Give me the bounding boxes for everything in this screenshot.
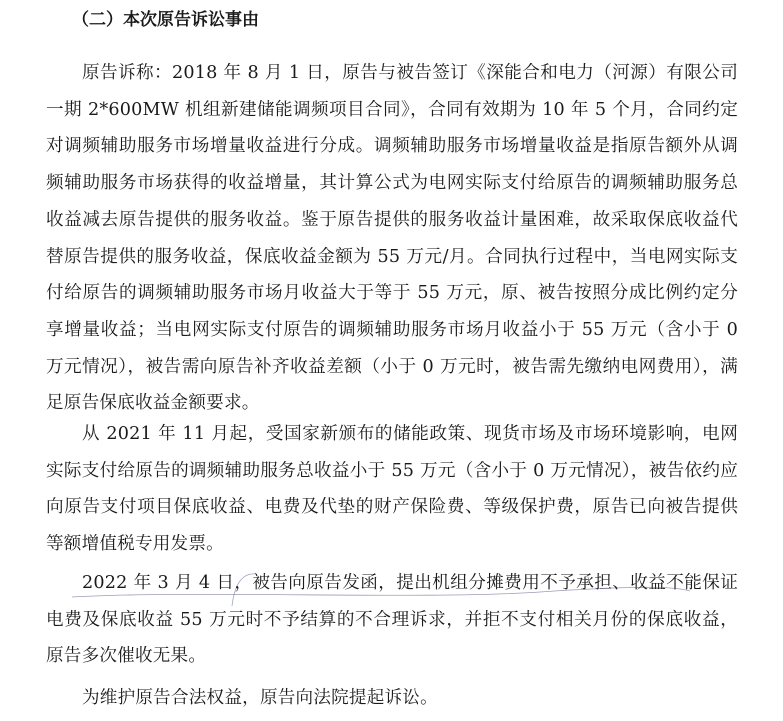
section-heading: （二）本次原告诉讼事由 — [72, 10, 259, 30]
paragraph-letter-2022: 2022 年 3 月 4 日，被告向原告发函，提出机组分摊费用不予承担、收益不能保证电费及保底收益 55 万元时不予结算的不合理诉求，并拒不支付相关月份的保底收益，原告多次催收无果。 — [46, 573, 738, 667]
paragraph-claim: 原告诉称：2018 年 8 月 1 日，原告与被告签订《深能合和电力（河源）有限公司一期 2*600MW 机组新建储能调频项目合同》，合同有效期为 10 年 5 个月，合同约定对调频辅助服务市场增量收益进行分成。调频辅助服务市场增量收益是指原告额外从调频辅助服务市场获得的收益增量，其计算公式为电网实际支付给原告的调频辅助服务总收益减去原告提供的服务收益。鉴于原告提供的服务收益计量困难，故采取保底收益代替原告提供的服务收益，保底收益金额为 55 万元/月。合同执行过程中，当电网实际支付给原告的调频辅助服务市场月收益大于等于 55 万元，原、被告按照分成比例约定分享增量收益；当电网实际支付原告的调频辅助服务市场月收益小于 55 万元（含小于 0 万元情况），被告需向原告补齐收益差额（小于 0 万元时，被告需先缴纳电网费用），满足原告保底收益金额要求。 — [46, 63, 738, 414]
paragraph-lawsuit: 为维护原告合法权益，原告向法院提起诉讼。 — [82, 688, 438, 708]
paragraph-since-2021: 从 2021 年 11 月起，受国家新颁布的储能政策、现货市场及市场环境影响，电网实际支付给原告的调频辅助服务总收益小于 55 万元（含小于 0 万元情况），被告依约应向原告支付项目保底收益、电费及代垫的财产保险费、等级保护费，原告已向被告提供等额增值税专用发票。 — [46, 424, 738, 555]
